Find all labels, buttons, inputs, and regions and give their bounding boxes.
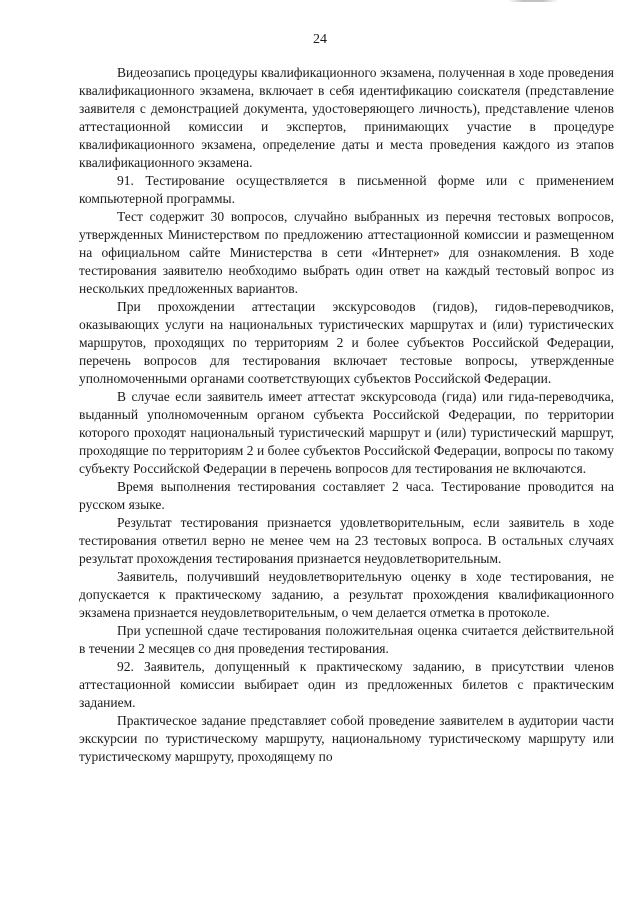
paragraph-91-testing-form: 91. Тестирование осуществляется в письменной форме или с применением компьютерной программы. bbox=[79, 173, 614, 206]
paragraph-result-validity: При успешной сдаче тестирования положительная оценка считается действительной в течении 2 месяцев со дня проведения тестирования. bbox=[79, 623, 614, 656]
document-body bbox=[79, 64, 614, 766]
paragraph-unsatisfactory-result: Заявитель, получивший неудовлетворительную оценку в ходе тестирования, не допускается к практическому заданию, а результат прохождения квалификационного экзамена признается неудовлетворительным, о чем делается отметка в протоколе. bbox=[79, 569, 614, 620]
paragraph-testing-duration: Время выполнения тестирования составляет 2 часа. Тестирование проводится на русском языке. bbox=[79, 479, 614, 512]
scan-artifact bbox=[508, 0, 558, 2]
paragraph-practical-task: Практическое задание представляет собой проведение заявителем в аудитории части экскурсии по туристическому маршруту, национальному туристическому маршруту или туристическому маршруту, проходящему по bbox=[79, 713, 614, 764]
paragraph-testing-result: Результат тестирования признается удовлетворительным, если заявитель в ходе тестирования ответил верно не менее чем на 23 тестовых вопроса. В остальных случаях результат прохождения тестирования признается неудовлетворительным. bbox=[79, 515, 614, 566]
paragraph-guides-attestation: При прохождении аттестации экскурсоводов (гидов), гидов-переводчиков, оказывающих услуги на национальных туристических маршрутах и (или) туристических маршрутов, проходящих по территориям 2 и более субъектов Российской Федерации, перечень вопросов для тестирования включает тестовые вопросы, утвержденные уполномоченными органами соответствующих субъектов Российской Федерации. bbox=[79, 299, 614, 386]
page-number: 24 bbox=[313, 32, 327, 47]
paragraph-test-contents: Тест содержит 30 вопросов, случайно выбранных из перечня тестовых вопросов, утвержденных Министерством по предложению аттестационной комиссии и размещенном на официальном сайте Министерства в сети «Интернет» для ознакомления. В ходе тестирования заявителю необходимо выбрать один ответ на каждый тестовый вопрос из нескольких предложенных вариантов. bbox=[79, 209, 614, 296]
paragraph-existing-certificate: В случае если заявитель имеет аттестат экскурсовода (гида) или гида-переводчика, выданный уполномоченным органом субъекта Российской Федерации, по территории которого проходят национальный туристический маршрут и (или) туристический маршрут, проходящие по территориям 2 и более субъектов Российской Федерации, вопросы по такому субъекту Российской Федерации в перечень вопросов для тестирования не включаются. bbox=[79, 389, 614, 476]
paragraph-92-practical-ticket: 92. Заявитель, допущенный к практическому заданию, в присутствии членов аттестационной комиссии выбирает один из предложенных билетов с практическим заданием. bbox=[79, 659, 614, 710]
paragraph-video-recording: Видеозапись процедуры квалификационного экзамена, полученная в ходе проведения квалификационного экзамена, включает в себя идентификацию соискателя (представление заявителя с демонстрацией документа, удостоверяющего личность), представление членов аттестационной комиссии и экспертов, принимающих участие в процедуре квалификационного экзамена, определение даты и места проведения каждого из этапов квалификационного экзамена. bbox=[79, 65, 614, 170]
